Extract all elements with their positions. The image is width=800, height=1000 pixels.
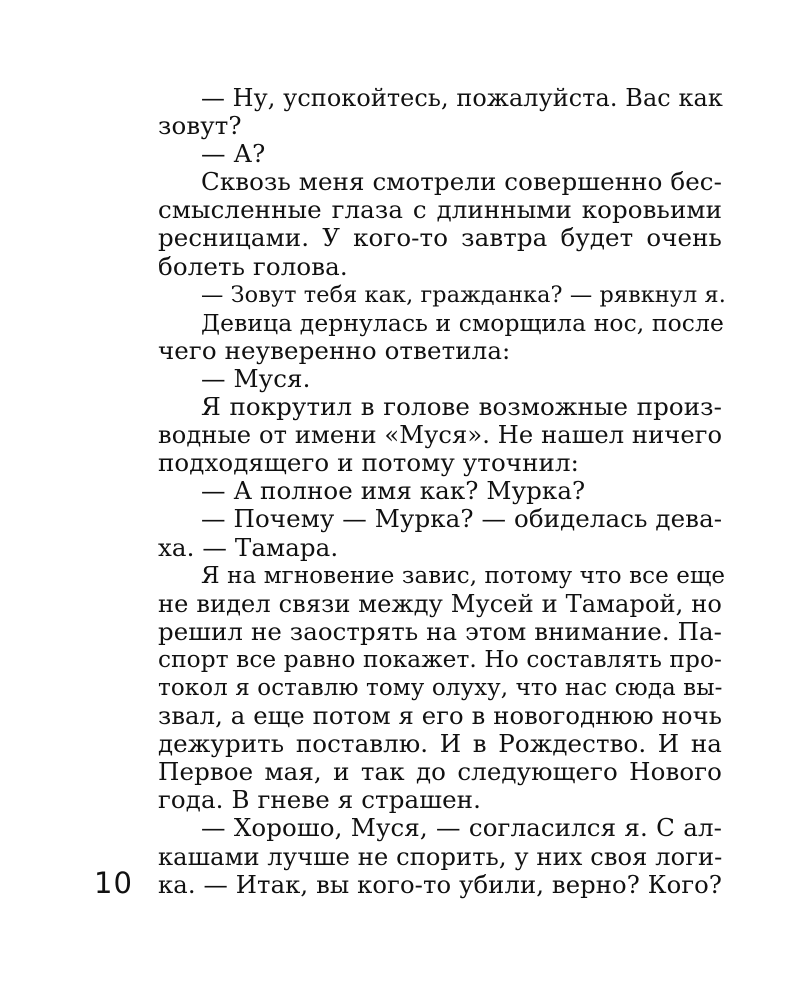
text-line: Я на мгновение завис, потому что все еще xyxy=(201,562,726,589)
page-body-text xyxy=(158,84,726,899)
text-line: водные от имени «Муся». Не нашел ничего xyxy=(158,421,723,450)
text-line: решил не заострять на этом внимание. Па- xyxy=(158,616,722,646)
page-number: 10 xyxy=(94,866,133,900)
text-line: токол я оставлю тому олуху, что нас сюда вы- xyxy=(158,674,723,701)
text-line: ресницами. У кого-то завтра будет очень xyxy=(158,223,722,253)
text-line: Я покрутил в голове возможные произ- xyxy=(201,392,722,422)
text-line: Первое мая, и так до следующего Нового xyxy=(158,757,722,787)
text-line: ха. — Тамара. xyxy=(158,532,339,562)
text-line: болеть голова. xyxy=(158,251,348,281)
text-line: — Муся. xyxy=(201,363,311,393)
text-line: — Ну, успокойтесь, пожалуйста. Вас как xyxy=(201,84,723,112)
text-line: ка. — Итак, вы кого-то убили, верно? Кого? xyxy=(158,869,722,899)
text-line: смысленные глаза с длинными коровьими xyxy=(158,195,722,225)
text-line: — Зовут тебя как, гражданка? — рявкнул я. xyxy=(201,281,726,308)
text-line: зовут? xyxy=(158,111,242,141)
text-line: — Хорошо, Муся, — согласился я. С ал- xyxy=(201,813,722,843)
text-line: — А? xyxy=(201,139,266,169)
text-line: звал, а еще потом я его в новогоднюю ночь xyxy=(158,701,722,731)
text-line: дежурить поставлю. И в Рождество. И на xyxy=(158,729,722,759)
text-line: года. В гневе я страшен. xyxy=(158,785,481,815)
text-line: Сквозь меня смотрели совершенно бес- xyxy=(201,167,722,197)
text-line: чего неуверенно ответила: xyxy=(158,335,511,365)
text-line: подходящего и потому уточнил: xyxy=(158,448,579,478)
text-line: — Почему — Мурка? — обиделась дева- xyxy=(201,504,723,534)
text-line: кашами лучше не спорить, у них своя логи- xyxy=(158,842,723,871)
text-line: — А полное имя как? Мурка? xyxy=(201,476,586,506)
text-line: спорт все равно покажет. Но составлять про- xyxy=(158,645,722,673)
text-line: Девица дернулась и сморщила нос, после xyxy=(201,308,724,337)
text-line: не видел связи между Мусей и Тамарой, но xyxy=(158,589,722,618)
